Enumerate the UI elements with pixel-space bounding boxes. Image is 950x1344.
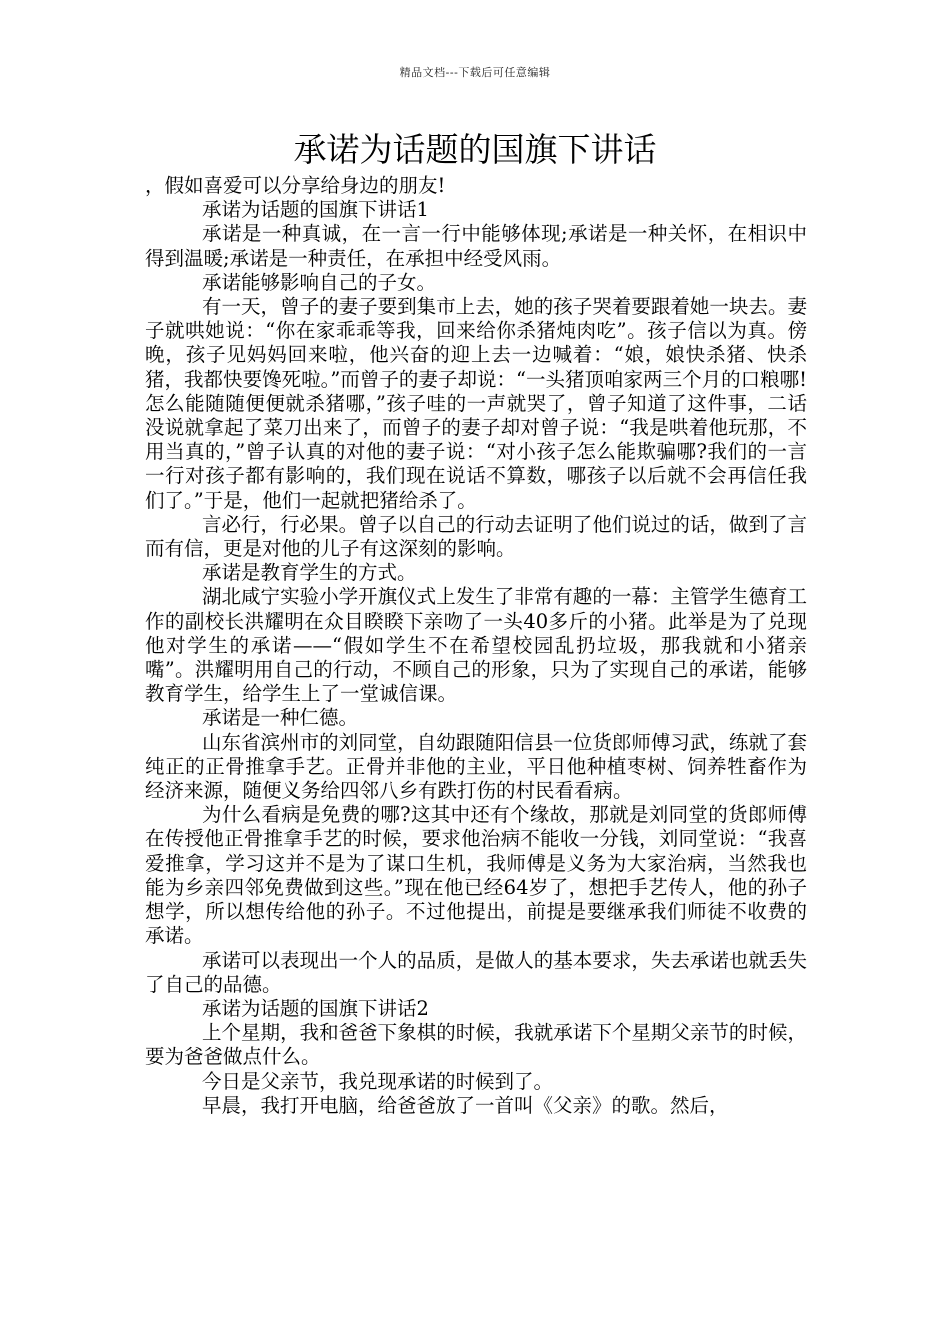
paragraph: 早晨，我打开电脑，给爸爸放了一首叫《父亲》的歌。然后， — [202, 1093, 729, 1117]
paragraph: 承诺是一种真诚，在一言一行中能够体现;承诺是一种关怀，在相识中得到温暖;承诺是一种责任，在承担中经受风雨。 — [145, 222, 807, 270]
paragraph: 承诺为话题的国旗下讲话1 — [202, 198, 429, 222]
paragraph: 言必行，行必果。曾子以自己的行动去证明了他们说过的话，做到了言而有信，更是对他的儿子有这深刻的影响。 — [145, 512, 807, 561]
paragraph: 山东省滨州市的刘同堂，自幼跟随阳信县一位货郎师傅习武，练就了套纯正的正骨推拿手艺。正骨并非他的主业，平日他种植枣树、饲养牲畜作为经济来源，随便义务给四邻八乡有跌打伤的村民看看病。 — [145, 730, 807, 803]
paragraph: 承诺可以表现出一个人的品质，是做人的基本要求，失去承诺也就丢失了自己的品德。 — [145, 948, 807, 996]
paragraph: 有一天，曾子的妻子要到集市上去，她的孩子哭着要跟着她一块去。妻子就哄她说：“你在家乖乖等我，回来给你杀猪炖肉吃”。孩子信以为真。傍晚，孩子见妈妈回来啦，他兴奋的迎上去一边喊着：“娘，娘快杀猪、快杀猪，我都快要馋死啦。”而曾子的妻子却说：“一头猪顶咱家两三个月的口粮哪!怎么能随随便便就杀猪哪，”孩子哇的一声就哭了，曾子知道了这件事，二话没说就拿起了菜刀出来了，而曾子的妻子却对曾子说：“我是哄着他玩那，不用当真的，”曾子认真的对他的妻子说：“对小孩子怎么能欺骗哪?我们的一言一行对孩子都有影响的，我们现在说话不算数，哪孩子以后就不会再信任我们了。”于是，他们一起就把猪给杀了。 — [145, 295, 807, 512]
document-title: 承诺为话题的国旗下讲话 — [293, 130, 657, 169]
paragraph: 承诺能够影响自己的子女。 — [202, 270, 437, 294]
paragraph: 承诺是一种仁德。 — [202, 706, 359, 730]
paragraph: 承诺是教育学生的方式。 — [202, 561, 417, 585]
paragraph: 上个星期，我和爸爸下象棋的时候，我就承诺下个星期父亲节的时候，要为爸爸做点什么。 — [145, 1021, 807, 1069]
paragraph: 为什么看病是免费的哪?这其中还有个缘故，那就是刘同堂的货郎师傅在传授他正骨推拿手艺的时候，要求他治病不能收一分钱，刘同堂说：“我喜爱推拿，学习这并不是为了谋口生机，我师傅是义务为大家治病，当然我也能为乡亲四邻免费做到这些。”现在他已经64岁了，想把手艺传人，他的孙子想学，所以想传给他的孙子。不过他提出，前提是要继承我们师徒不收费的承诺。 — [145, 803, 807, 948]
document-body — [145, 174, 807, 1118]
paragraph: 承诺为话题的国旗下讲话2 — [202, 996, 429, 1020]
paragraph: 今日是父亲节，我兑现承诺的时候到了。 — [202, 1069, 554, 1093]
paragraph: ，假如喜爱可以分享给身边的朋友! — [145, 174, 446, 197]
page-header: 精品文档---下载后可任意编辑 — [399, 66, 551, 79]
paragraph: 湖北咸宁实验小学开旗仪式上发生了非常有趣的一幕：主管学生德育工作的副校长洪耀明在众目睽睽下亲吻了一头40多斤的小猪。此举是为了兑现他对学生的承诺——“假如学生不在希望校园乱扔垃圾，那我就和小猪亲嘴”。洪耀明用自己的行动，不顾自己的形象，只为了实现自己的承诺，能够教育学生，给学生上了一堂诚信课。 — [145, 585, 807, 706]
